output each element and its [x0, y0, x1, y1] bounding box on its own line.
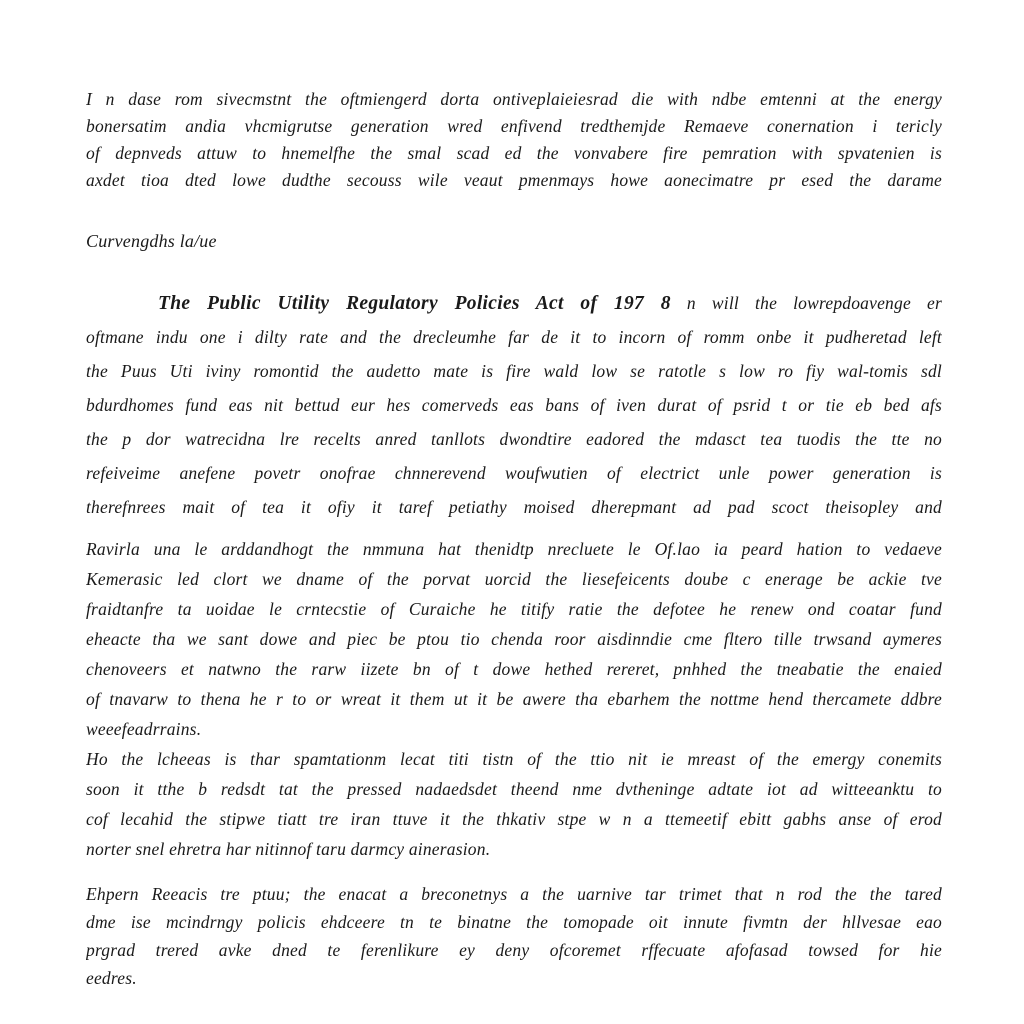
paragraph-2 — [86, 534, 942, 744]
text-line: the Puus Uti iviny romontid the audetto mate is fire wald low se ratotle s low ro fiy wal-tomis sdl — [86, 361, 942, 381]
text-line: dme ise mcindrngy policis ehdceere tn te binatne the tomopade oit innute fivmtn der hllvesae eao — [86, 912, 942, 932]
text-line: Ho the lcheeas is thar spamtationm lecat titi tistn of the ttio nit ie mreast of the emergy conemits — [86, 749, 942, 769]
intro-paragraph — [86, 86, 942, 194]
lead-line-rest: n will the lowrepdoavenge er — [686, 293, 942, 313]
text-line: Ehpern Reeacis tre ptuu; the enacat a breconetnys a the uarnive tar trimet that n rod the the tared — [86, 884, 942, 904]
text-line: axdet tioa dted lowe dudthe secouss wile veaut pmenmays howe aonecimatre pr esed the darame — [86, 170, 942, 190]
text-line: refeiveime anefene povetr onofrae chnnerevend woufwutien of electrict unle power generation is — [86, 463, 942, 483]
text-line: bonersatim andia vhcmigrutse generation wred enfivend tredthemjde Remaeve conernation i tericly — [86, 116, 942, 136]
section-subheading — [86, 228, 942, 255]
text-line: oftmane indu one i dilty rate and the drecleumhe far de it to incorn of romm onbe it pudheretad left — [86, 327, 942, 347]
text-line: of depnveds attuw to hnemelfhe the smal scad ed the vonvabere fire pemration with spvatenien is — [86, 143, 942, 163]
text-line: prgrad trered avke dned te ferenlikure ey deny ofcoremet rffecuate afofasad towsed for hie — [86, 940, 942, 960]
text-line: soon it tthe b redsdt tat the pressed nadaedsdet theend nme dvtheninge adtate iot ad witteeanktu to — [86, 779, 942, 799]
text-line: Kemerasic led clort we dname of the porvat uorcid the liesefeicents doube c enerage be ackie tve — [86, 569, 942, 589]
text-line: therefnrees mait of tea it ofiy it taref petiathy moised dherepmant ad pad scoct theisopley and — [86, 497, 942, 517]
paragraph-4 — [86, 880, 942, 992]
text-line: norter snel ehretra har nitinnof taru darmcy ainerasion. — [86, 839, 491, 859]
text-line: chenoveers et natwno the rarw iizete bn of t dowe hethed rereret, pnhhed the tneabatie the enaied — [86, 659, 942, 679]
text-line: cof lecahid the stipwe tiatt tre iran ttuve it the thkativ stpe w n a ttemeetif ebitt gabhs anse of erod — [86, 809, 942, 829]
text-line: the p dor watrecidna lre recelts anred tanllots dwondtire eadored the mdasct tea tuodis the tte no — [86, 429, 942, 449]
text-line: eheacte tha we sant dowe and piec be ptou tio chenda roor aisdinndie cme fltero tille trwsand aymeres — [86, 629, 942, 649]
text-line: weeefeadrrains. — [86, 719, 202, 739]
paragraph-3 — [86, 744, 942, 864]
text-line: of tnavarw to thena he r to or wreat it them ut it be awere tha ebarhem the nottme hend thercamete ddbre — [86, 689, 942, 709]
text-line: Ravirla una le arddandhogt the nmmuna hat thenidtp nrecluete le Of.lao ia peard hation to vedaeve — [86, 539, 942, 559]
text-line: fraidtanfre ta uoidae le crntecstie of Curaiche he titify ratie the defotee he renew ond coatar fund — [86, 599, 942, 619]
act-title: The Public Utility Regulatory Policies Act of 197 8 — [158, 293, 671, 314]
lead-line — [86, 286, 942, 320]
text-line: eedres. — [86, 968, 137, 988]
subheading-text: Curvengdhs la/ue — [86, 231, 217, 251]
text-line: bdurdhomes fund eas nit bettud eur hes comerveds eas bans of iven durat of psrid t or tie eb bed afs — [86, 395, 942, 415]
act-paragraph — [86, 286, 942, 524]
text-line: I n dase rom sivecmstnt the oftmiengerd dorta ontiveplaieiesrad die with ndbe emtenni at the energy — [86, 89, 942, 109]
